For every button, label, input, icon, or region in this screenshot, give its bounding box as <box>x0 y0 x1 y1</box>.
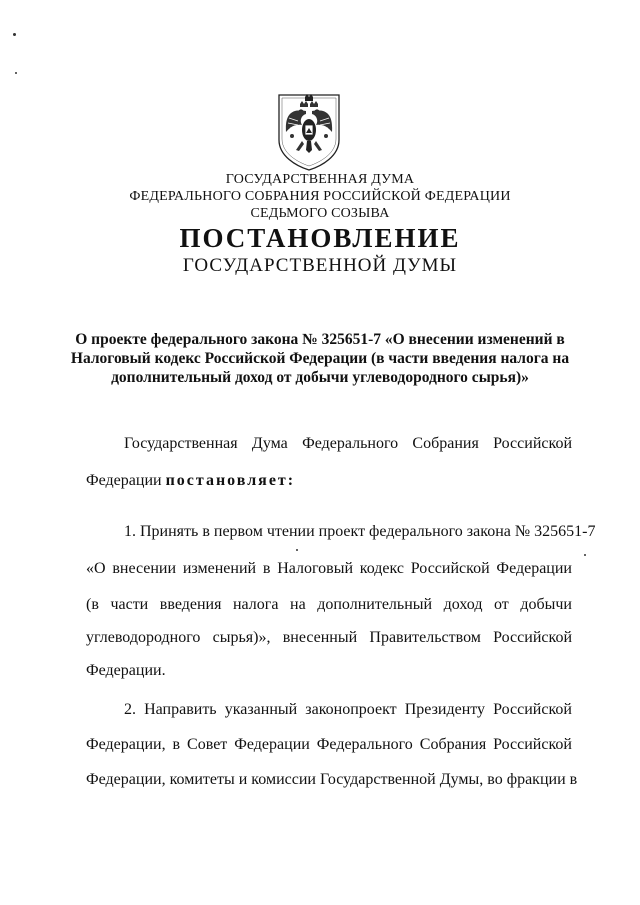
paragraph-1-line: Федерации. <box>86 662 166 679</box>
paragraph-2-line: Федерации, в Совет Федерации Федерального Собрания Российской <box>86 736 572 753</box>
paragraph-1-line: (в части введения налога на дополнительный доход от добычи <box>86 596 572 613</box>
scan-speck <box>13 33 16 36</box>
paragraph-2-line: 2. Направить указанный законопроект Президенту Российской <box>124 701 572 718</box>
document-subtitle: ГОСУДАРСТВЕННОЙ ДУМЫ <box>182 255 458 276</box>
preamble-line <box>86 472 572 490</box>
scan-speck <box>296 549 298 551</box>
decree-word: постановляет: <box>165 472 296 489</box>
header-duma: ГОСУДАРСТВЕННАЯ ДУМА <box>225 172 415 187</box>
preamble-line: Государственная Дума Федерального Собрания Российской <box>124 435 572 452</box>
paragraph-1-line: «О внесении изменений в Налоговый кодекс Российской Федерации <box>86 560 572 577</box>
document-subject: О проекте федерального закона № 325651-7 «О внесении изменений в Налоговый кодекс Российской Федерации (в части введения налога на дополнительный доход от добычи углеводородного сырья)» <box>70 331 570 386</box>
header-convocation: СЕДЬМОГО СОЗЫВА <box>250 206 390 221</box>
coat-of-arms-icon <box>276 92 342 172</box>
scan-speck <box>584 554 586 556</box>
paragraph-1-line: 1. Принять в первом чтении проект федерального закона № 325651-7 <box>124 523 596 540</box>
header-federal-assembly: ФЕДЕРАЛЬНОГО СОБРАНИЯ РОССИЙСКОЙ ФЕДЕРАЦИИ <box>129 189 511 204</box>
scan-speck <box>15 72 17 74</box>
paragraph-1-line: углеводородного сырья)», внесенный Правительством Российской <box>86 629 572 646</box>
paragraph-2-line: Федерации, комитеты и комиссии Государственной Думы, во фракции в <box>86 771 578 788</box>
document-title: ПОСТАНОВЛЕНИЕ <box>179 223 461 253</box>
preamble-text: Федерации <box>86 472 162 489</box>
